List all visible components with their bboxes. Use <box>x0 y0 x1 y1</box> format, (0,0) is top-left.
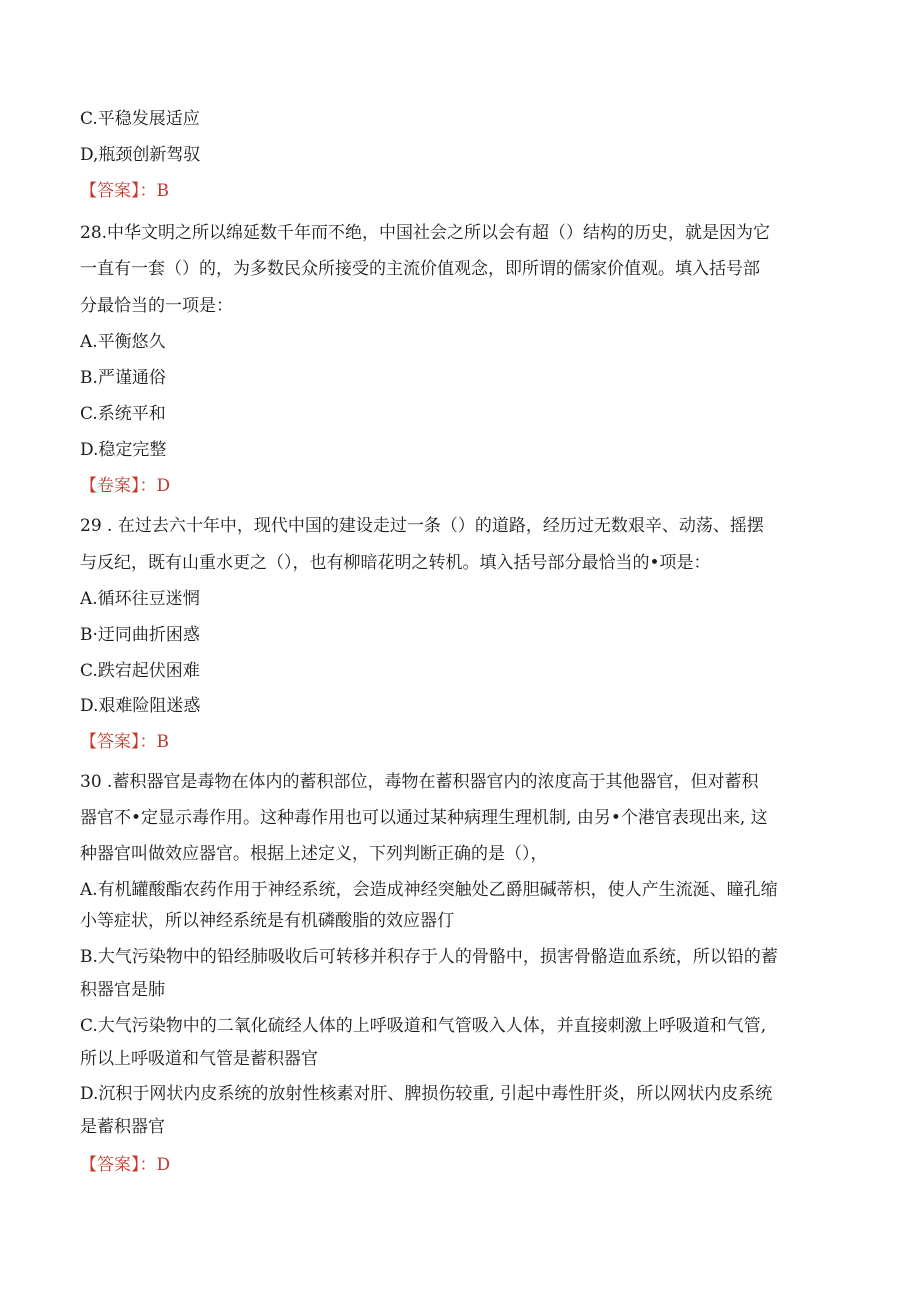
option-line: 所以上呼吸道和气管是蓄积器官 <box>80 1049 318 1069</box>
question-text: 分最恰当的一项是： <box>80 296 233 316</box>
question-text: 与反纪，既有山重水更之（），也有柳暗花明之转机。填入括号部分最恰当的•项是： <box>80 553 711 573</box>
question-text: 28.中华文明之所以绵延数千年而不绝，中国社会之所以会有超（）结构的历史，就是因为它 <box>80 223 771 243</box>
answer-line: 【答案】：B <box>80 732 169 752</box>
option-line: B.大气污染物中的铅经肺吸收后可转移并积存于人的骨骼中，损害骨骼造血系统，所以铅的蓄 <box>80 947 778 967</box>
option-line: A.平衡悠久 <box>80 332 166 352</box>
question-text: 器官不•定显示毒作用。这种毒作用也可以通过某种病理生理机制, 由另•个港官表现出来, 这 <box>80 808 768 828</box>
option-line: 是蓄积器官 <box>80 1117 165 1137</box>
option-line: D,瓶颈创新驾驭 <box>80 145 201 165</box>
option-line: C.系统平和 <box>80 404 166 424</box>
question-text: 29 . 在过去六十年中，现代中国的建设走过一条（）的道路，经历过无数艰辛、动荡、摇摆 <box>80 516 764 536</box>
option-line: C.跌宕起伏困难 <box>80 661 200 681</box>
question-text: 一直有一套（）的，为多数民众所接受的主流价值观念，即所谓的儒家价值观。填入括号部 <box>80 259 760 279</box>
option-line: B.严谨通俗 <box>80 368 166 388</box>
option-line: B·迂同曲折困惑 <box>80 625 200 645</box>
option-line: A.循环往豆迷惘 <box>80 589 200 609</box>
option-line: D.稳定完整 <box>80 440 167 460</box>
answer-line: 【答案】：B <box>80 181 169 201</box>
answer-line: 【卷案】：D <box>80 476 171 496</box>
option-line: D.艰难险阻迷惑 <box>80 696 201 716</box>
question-text: 种器官叫做效应器官。根据上述定义，下列判断正确的是（）， <box>80 844 548 864</box>
option-line: 小等症状，所以神经系统是有机磷酸脂的效应器仃 <box>80 911 454 931</box>
option-line: A.有机罐酸酯农药作用于神经系统，会造成神经突触处乙爵胆碱蒂枳，使人产生流涎、瞳孔缩 <box>80 880 778 900</box>
option-line: C.大气污染物中的二氧化硫经人体的上呼吸道和气管吸入人体，并直接刺激上呼吸道和气管, <box>80 1016 767 1036</box>
question-text: 30 .蓄积器官是毒物在体内的蓄积部位，毒物在蓄积器官内的浓度高于其他器官，但对蓄积 <box>80 772 759 792</box>
option-line: 积器官是肺 <box>80 980 165 1000</box>
answer-line: 【答案】：D <box>80 1155 171 1175</box>
option-line: D.沉积于网状内皮系统的放射性核素对肝、脾损伤较重, 引起中毒性肝炎，所以网状内皮系统 <box>80 1084 773 1104</box>
option-line: C.平稳发展适应 <box>80 109 200 129</box>
